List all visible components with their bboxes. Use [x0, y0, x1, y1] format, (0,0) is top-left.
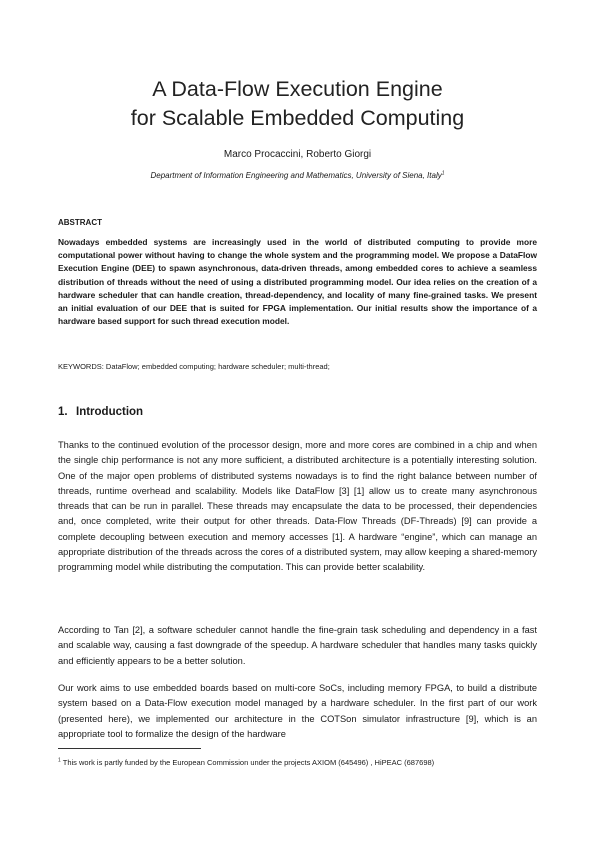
section-heading-introduction: [58, 405, 143, 420]
title-line-2: for Scalable Embedded Computing: [130, 106, 465, 130]
title-line-1: A Data-Flow Execution Engine: [152, 77, 443, 101]
abstract-text: Nowadays embedded systems are increasingly used in the world of distributed computing to provide more computational power without having to change the whole system and the programming model. We propose a DataFlow Execution Engine (DEE) to spawn asynchronous, data-driven threads, among embedded cores to achieve a seamless distribution of threads without the need of using a distributed programming model. Our idea relies on the creation of a hardware scheduler that can handle creation, thread-dependency, and locality of many fine-grained tasks. We present an initial evaluation of our DEE that is suited for FPGA implementation. Our initial results show the importance of a hardware based support for such thread execution model.: [58, 237, 537, 327]
affiliation: Department of Information Engineering and Mathematics, University of Siena, Italy: [150, 171, 442, 180]
paragraph-1: Thanks to the continued evolution of the processor design, more and more cores are combined in a chip and when the single chip performance is not any more sufficient, a distributed architecture is a potentially interesting solution. One of the major open problems of distributed systems nowadays is to find the right balance between number of threads, runtime overhead and scalability. Models like DataFlow [3] [1] allow us to create many asynchronous threads that can be run in parallel. These threads may encapsulate the data to be processed, their dependencies and, once completed, write their output for other threads. Data-Flow Threads (DF-Threads) [9] can provide a complete decoupling between execution and memory accesses [1]. A hardware “engine”, which can manage an appropriate distribution of the threads across the cores of a distributed system, may allow keeping a shared-memory programming model while distributing the computation. This can provide better scalability.: [58, 440, 537, 573]
footnote-divider: [58, 748, 201, 749]
section-number: 1.: [58, 406, 68, 418]
footnote: [58, 758, 537, 768]
footnote-text: This work is partly funded by the European Commission under the projects AXIOM (645496) , HiPEAC (687698): [62, 758, 435, 767]
keywords: KEYWORDS: DataFlow; embedded computing; hardware scheduler; multi-thread;: [58, 362, 330, 371]
abstract-heading: ABSTRACT: [58, 218, 102, 227]
paragraph-3: Our work aims to use embedded boards based on multi-core SoCs, including memory FPGA, to build a distribute system based on a Data-Flow execution model managed by a hardware scheduler. In the first part of our work (presented here), we implemented our architecture in the COTSon simulator infrastructure [9], which is an appropriate tool to formalize the design of the hardware: [58, 683, 537, 739]
paper-title: [0, 75, 595, 133]
section-title: Introduction: [76, 406, 144, 418]
affiliation-footnote-mark: 1: [441, 170, 445, 177]
affiliation-line: [0, 170, 595, 181]
footnote-mark: 1: [58, 757, 61, 764]
paragraph-2: According to Tan [2], a software scheduler cannot handle the fine-grain task scheduling and dependency in a fast and scalable way, causing a fast downgrade of the speedup. A hardware scheduler that handles many tasks quickly and efficiently appears to be a better solution.: [58, 625, 537, 666]
authors: Marco Procaccini, Roberto Giorgi: [223, 149, 372, 160]
